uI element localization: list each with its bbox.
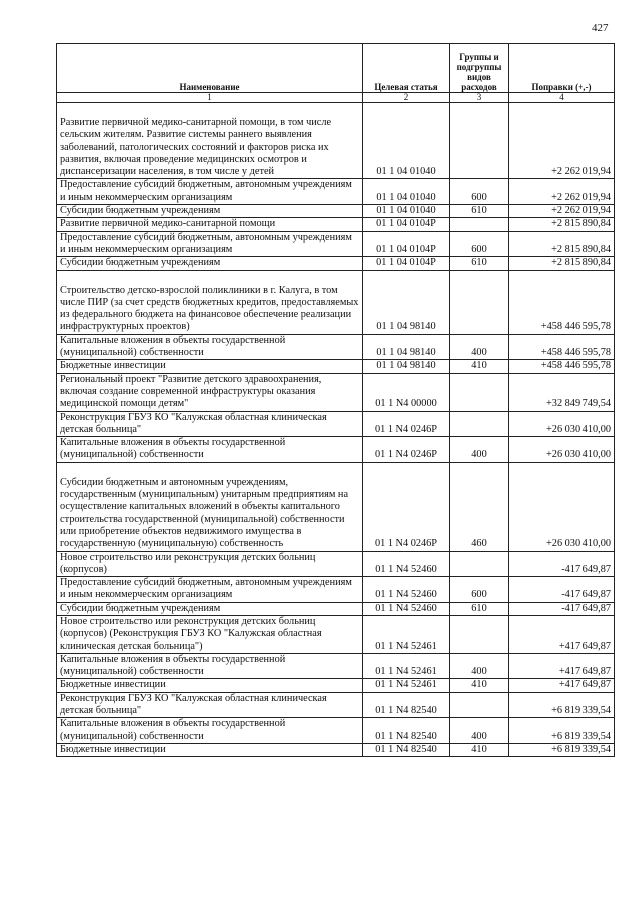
row-amendment-text: +26 030 410,00 [545,423,611,435]
column-number: 3 [450,93,509,103]
row-expense-group [450,551,509,577]
table-row [57,103,615,179]
row-amendment [509,551,615,577]
row-amendment [509,437,615,463]
row-expense-group [450,679,509,692]
header-name: Наименование [57,44,363,93]
row-amendment-text: +2 815 890,84 [551,218,611,230]
row-name-text: Капитальные вложения в объекты государственной (муниципальной) собственности [60,653,286,678]
row-target-article [363,205,450,218]
row-expense-group-text: 600 [471,243,487,255]
row-amendment-text: +26 030 410,00 [545,538,611,550]
row-amendment [509,679,615,692]
row-name-text: Развитие первичной медико-санитарной помощи [60,218,276,230]
row-name-text: Реконструкция ГБУЗ КО "Калужская областная клиническая детская больница" [60,411,327,435]
column-number: 4 [509,93,615,103]
row-target-article [363,373,450,411]
row-target-article-text: 01 1 04 01040 [376,205,436,217]
row-target-article [363,718,450,744]
row-target-article [363,743,450,756]
row-target-article [363,411,450,437]
row-amendment [509,103,615,179]
row-spacer [60,463,359,477]
row-name [57,577,363,603]
row-amendment [509,743,615,756]
table-row [57,615,615,653]
row-target-article-text: 01 1 N4 82540 [375,705,437,717]
row-amendment-text: +417 649,87 [558,679,611,691]
row-target-article-text: 01 1 N4 52461 [375,679,437,691]
table-row [57,231,615,257]
table-row [57,577,615,603]
row-target-article [363,270,450,334]
row-target-article-text: 01 1 N4 82540 [375,730,437,742]
row-expense-group [450,103,509,179]
row-target-article-text: 01 1 N4 52461 [375,640,437,652]
row-amendment [509,653,615,679]
row-target-article [363,179,450,205]
table-row [57,360,615,373]
row-amendment-text: -417 649,87 [561,563,611,575]
row-amendment-text: +6 819 339,54 [551,705,611,717]
table-row [57,179,615,205]
row-target-article [363,653,450,679]
row-name-text: Реконструкция ГБУЗ КО "Калужская областная клиническая детская больница" [60,692,327,717]
row-name-text: Бюджетные инвестиции [60,360,166,372]
table-row [57,653,615,679]
row-name-text: Предоставление субсидий бюджетным, автономным учреждениям и иным некоммерческим организациям [60,577,352,601]
row-amendment-text: +6 819 339,54 [551,743,611,755]
row-target-article [363,231,450,257]
row-name [57,692,363,718]
row-expense-group [450,411,509,437]
row-expense-group [450,462,509,551]
budget-table [56,43,615,757]
row-target-article-text: 01 1 N4 00000 [375,398,437,410]
table-row [57,437,615,463]
row-name [57,653,363,679]
row-target-article-text: 01 1 04 0104Р [376,243,436,255]
row-expense-group-text: 410 [471,743,487,755]
row-target-article-text: 01 1 N4 0246Р [374,538,438,550]
row-target-article-text: 01 1 N4 52461 [375,666,437,678]
row-name-text: Строительство детско-взрослой поликлиники в г. Калуга, в том числе ПИР (за счет средств бюджетных кредитов, предоставляемых из федерального бюджета на финансовое обеспечение реализации инфраструктурных проектов) [60,284,359,333]
row-name-text: Бюджетные инвестиции [60,679,166,691]
row-amendment [509,411,615,437]
row-target-article [363,218,450,231]
row-amendment-text: +2 262 019,94 [551,166,611,178]
row-amendment-text: +458 446 595,78 [540,321,611,333]
row-amendment [509,257,615,270]
row-amendment-text: +417 649,87 [558,666,611,678]
row-name [57,334,363,360]
row-expense-group [450,218,509,231]
row-expense-group [450,692,509,718]
row-target-article [363,437,450,463]
row-target-article-text: 01 1 04 98140 [376,321,436,333]
row-expense-group-text: 400 [471,666,487,678]
row-amendment-text: -417 649,87 [561,602,611,614]
row-target-article [363,462,450,551]
row-expense-group [450,437,509,463]
row-expense-group-text: 400 [471,730,487,742]
table-row [57,743,615,756]
header-amendments: Поправки (+,-) [509,44,615,93]
row-amendment [509,179,615,205]
row-expense-group-text: 610 [471,205,487,217]
row-name-text: Новое строительство или реконструкция детских больниц (корпусов) [60,551,316,575]
table-header-row [57,44,615,93]
column-number: 2 [363,93,450,103]
row-spacer [60,271,359,285]
row-target-article-text: 01 1 N4 52460 [375,589,437,601]
page-number: 427 [592,22,609,34]
row-amendment [509,270,615,334]
row-name-text: Капитальные вложения в объекты государственной (муниципальной) собственности [60,334,286,359]
row-amendment-text: +26 030 410,00 [545,449,611,461]
row-name-text: Капитальные вложения в объекты государственной (муниципальной) собственности [60,437,286,461]
row-expense-group-text: 400 [471,347,487,359]
table-row [57,373,615,411]
row-target-article-text: 01 1 04 0104Р [376,257,436,269]
row-expense-group-text: 400 [471,449,487,461]
row-amendment [509,577,615,603]
row-expense-group [450,373,509,411]
row-name [57,411,363,437]
row-target-article [363,615,450,653]
row-target-article [363,103,450,179]
row-amendment [509,231,615,257]
row-name-text: Бюджетные инвестиции [60,743,166,755]
row-name-text: Субсидии бюджетным и автономным учреждениям, государственным (муниципальным) унитарным предприятиям на осуществление капитальных вложений в объекты капитального строительства государственной (муниципальной) собственности или приобретение объектов недвижимого имущества в государственную (муниципальную) собственность [60,476,349,550]
row-expense-group-text: 410 [471,360,487,372]
row-amendment [509,218,615,231]
row-name-text: Субсидии бюджетным учреждениям [60,257,221,269]
row-amendment-text: +32 849 749,54 [545,398,611,410]
row-spacer [60,103,359,117]
row-expense-group [450,360,509,373]
row-name [57,602,363,615]
row-expense-group [450,615,509,653]
row-amendment-text: +458 446 595,78 [540,347,611,359]
row-name [57,615,363,653]
row-expense-group [450,257,509,270]
row-target-article-text: 01 1 04 98140 [376,347,436,359]
row-name [57,270,363,334]
row-name-text: Капитальные вложения в объекты государственной (муниципальной) собственности [60,718,286,742]
header-expense-groups: Группы и подгруппы видов расходов [450,44,509,93]
row-target-article-text: 01 1 N4 0246Р [374,423,438,435]
row-target-article [363,334,450,360]
row-target-article-text: 01 1 N4 52460 [375,563,437,575]
row-expense-group [450,718,509,744]
row-target-article-text: 01 1 04 01040 [376,166,436,178]
row-amendment [509,334,615,360]
row-name [57,257,363,270]
row-amendment-text: +2 815 890,84 [551,243,611,255]
row-expense-group [450,205,509,218]
table-row [57,692,615,718]
row-amendment [509,373,615,411]
row-name [57,743,363,756]
row-name [57,218,363,231]
row-target-article-text: 01 1 04 0104Р [376,218,436,230]
row-amendment [509,718,615,744]
row-amendment-text: -417 649,87 [561,589,611,601]
row-expense-group [450,743,509,756]
row-amendment-text: +417 649,87 [558,640,611,652]
row-expense-group [450,602,509,615]
row-target-article-text: 01 1 04 98140 [376,360,436,372]
table-row [57,257,615,270]
row-target-article-text: 01 1 N4 82540 [375,743,437,755]
row-expense-group-text: 410 [471,679,487,691]
row-target-article-text: 01 1 N4 0246Р [374,449,438,461]
row-amendment-text: +2 262 019,94 [551,205,611,217]
row-expense-group [450,577,509,603]
table-row [57,602,615,615]
row-expense-group [450,231,509,257]
table-row [57,334,615,360]
row-expense-group-text: 600 [471,589,487,601]
row-amendment [509,205,615,218]
row-target-article [363,679,450,692]
row-expense-group [450,653,509,679]
column-number: 1 [57,93,363,103]
row-name-text: Развитие первичной медико-санитарной помощи, в том числе сельским жителям. Развитие системы раннего выявления заболеваний, патологических состояний и факторов риска их развития, включая проведение медицинских осмотров и диспансеризации населения, в том числе у детей [60,117,332,178]
table-row [57,205,615,218]
row-name-text: Новое строительство или реконструкция детских больниц (корпусов) (Реконструкция ГБУЗ КО "Калужская областная клиническая детская больница") [60,615,322,652]
row-target-article [363,577,450,603]
row-name [57,437,363,463]
row-name-text: Региональный проект "Развитие детского здравоохранения, включая создание современной инфраструктуры оказания медицинской помощи детям" [60,373,322,410]
row-name-text: Предоставление субсидий бюджетным, автономным учреждениям и иным некоммерческим организациям [60,179,352,203]
table-row [57,218,615,231]
table-row [57,718,615,744]
row-name [57,373,363,411]
table-row [57,679,615,692]
row-target-article [363,551,450,577]
row-name-text: Субсидии бюджетным учреждениям [60,205,221,217]
row-name [57,205,363,218]
table-row [57,462,615,551]
row-expense-group-text: 610 [471,602,487,614]
row-amendment [509,462,615,551]
row-amendment [509,360,615,373]
row-name-text: Предоставление субсидий бюджетным, автономным учреждениям и иным некоммерческим организациям [60,231,352,255]
row-target-article [363,257,450,270]
header-target-article: Целевая статья [363,44,450,93]
row-name [57,103,363,179]
row-expense-group [450,334,509,360]
row-name-text: Субсидии бюджетным учреждениям [60,602,221,614]
row-amendment-text: +6 819 339,54 [551,730,611,742]
row-expense-group [450,270,509,334]
table-row [57,270,615,334]
row-target-article [363,602,450,615]
row-expense-group-text: 610 [471,257,487,269]
row-amendment-text: +2 815 890,84 [551,257,611,269]
row-target-article [363,692,450,718]
row-name [57,360,363,373]
row-target-article-text: 01 1 04 01040 [376,191,436,203]
row-name [57,679,363,692]
row-target-article [363,360,450,373]
column-numbers-row [57,93,615,103]
row-name [57,179,363,205]
row-name [57,231,363,257]
table-row [57,411,615,437]
table-row [57,551,615,577]
row-name [57,462,363,551]
row-expense-group-text: 460 [471,538,487,550]
row-name [57,551,363,577]
row-expense-group [450,179,509,205]
row-amendment [509,615,615,653]
row-amendment-text: +2 262 019,94 [551,191,611,203]
row-amendment [509,602,615,615]
row-amendment-text: +458 446 595,78 [540,360,611,372]
row-expense-group-text: 600 [471,191,487,203]
row-target-article-text: 01 1 N4 52460 [375,602,437,614]
row-amendment [509,692,615,718]
row-name [57,718,363,744]
